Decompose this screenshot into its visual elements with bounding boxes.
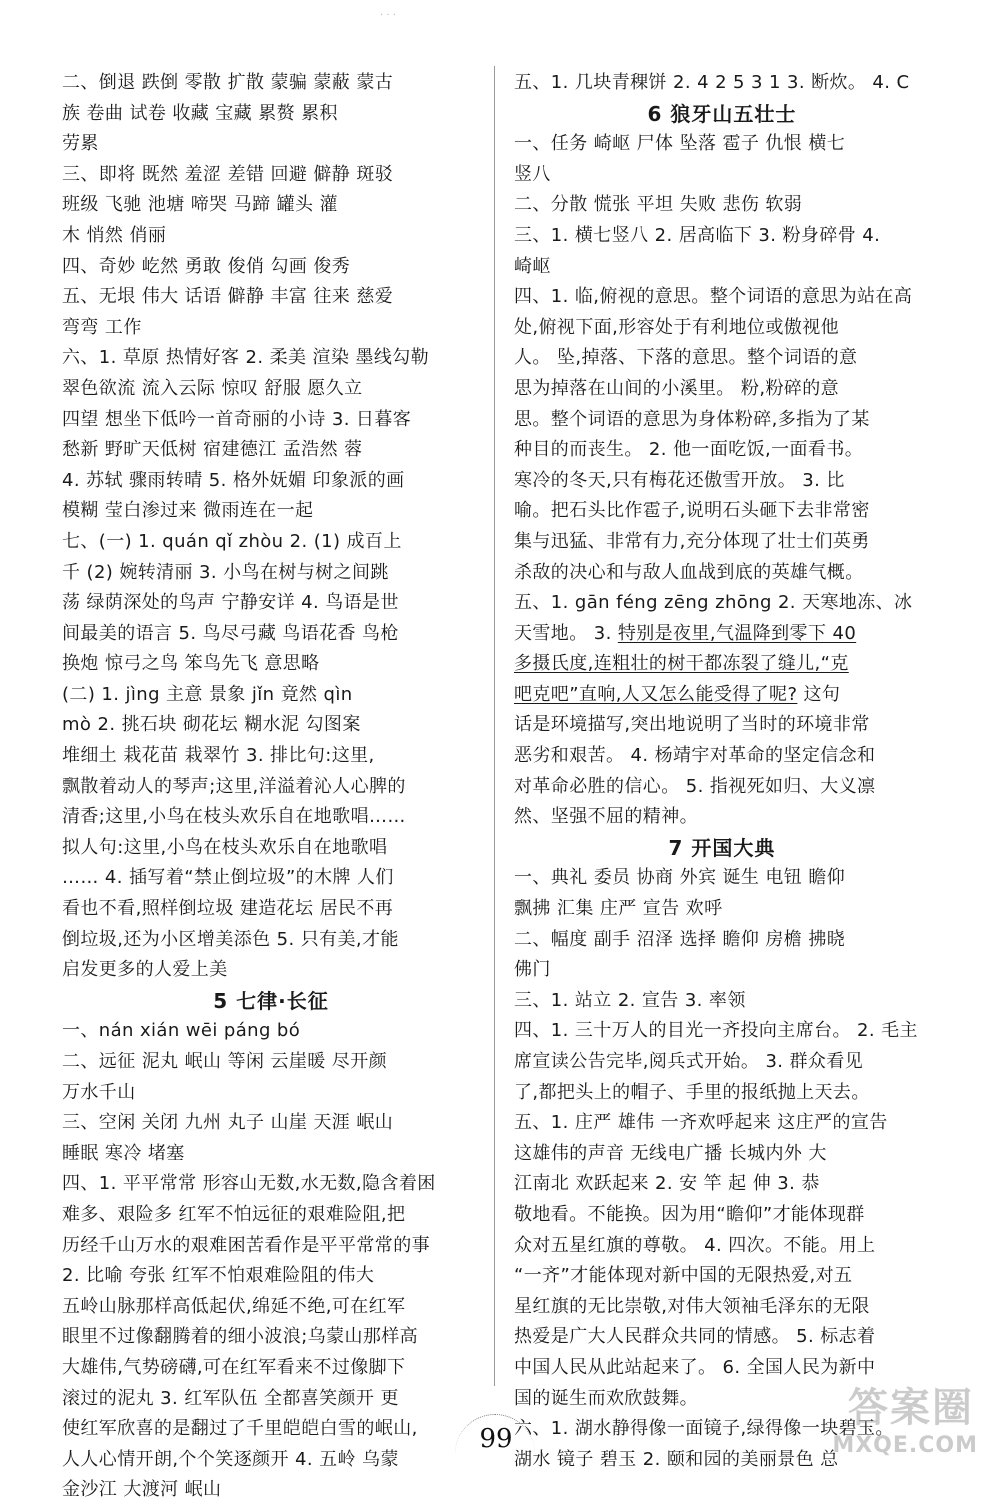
answer-line: 一、nán xián wēi páng bó [62,1020,301,1042]
answer-line: 四、1. 三十万人的目光一齐投向主席台。 2. 毛主 [514,1020,918,1042]
answer-line: 看也不看,照样倒垃圾 建造花坛 居民不再 [62,898,394,920]
answer-line: 七、(一) 1. quán qǐ zhòu 2. (1) 成百上 [62,530,402,552]
answer-line: 2. 比喻 夸张 红军不怕艰难险阻的伟大 [62,1265,375,1287]
answer-line: 然、坚强不屈的精神。 [514,806,698,828]
answer-line: 二、分散 慌张 平坦 失败 悲伤 软弱 [514,194,803,216]
watermark [778,1372,988,1462]
left-answers-part2 [62,1016,480,1506]
answer-line: 席宣读公告完毕,阅兵式开始。 3. 群众看见 [514,1051,864,1072]
answer-line: 人。 坠,掉落、下落的意思。整个词语的意 [514,347,858,369]
answer-line: 滚过的泥丸 3. 红军队伍 全都喜笑颜开 更 [62,1387,399,1409]
answer-line: 集与迅猛、非常有力,充分体现了壮士们英勇 [514,530,870,552]
answer-line: mò 2. 挑石块 砌花坛 糊水泥 勾图案 [62,714,361,736]
answer-line: 五、无垠 伟大 话语 僻静 丰富 往来 慈爱 [62,286,394,308]
answer-line: 劳累 [62,133,99,155]
answer-line-underlined [514,680,930,711]
answer-line: 对革命必胜的信心。 5. 指视死如归、大义凛 [514,775,876,797]
answer-line: 二、远征 泥丸 岷山 等闲 云崖暖 尽开颜 [62,1051,388,1072]
answer-line: 荡 绿荫深处的鸟声 宁静安详 4. 鸟语是世 [62,592,399,614]
answer-line: 难多、艰险多 红军不怕远征的艰难险阻,把 [62,1203,406,1225]
answer-line: 思。整个词语的意思为身体粉碎,多指为了某 [514,408,870,430]
answer-line: (二) 1. jìng 主意 景象 jǐn 竟然 qìn [62,683,353,705]
underlined-sentence: 吧克吧”直响,人又怎么能受得了呢? [514,683,798,705]
underlined-sentence: 多摄氏度,连粗壮的树干都冻裂了缝儿,“克 [514,653,849,675]
answer-line: 木 悄然 俏丽 [62,224,167,246]
answer-line: 恶劣和艰苦。 4. 杨靖宇对革命的坚定信念和 [514,745,876,767]
answer-line: 崎岖 [514,255,551,277]
watermark-logo: 答案圈 [848,1385,974,1431]
answer-line: 敬地看。不能换。因为用“瞻仰”才能体现群 [514,1203,865,1225]
answer-line: 杀敌的决心和与敌人血战到底的英雄气概。 [514,561,864,583]
answer-line: 佛门 [514,959,551,981]
right-column [514,68,930,1475]
answer-line: 换炮 惊弓之鸟 笨鸟先飞 意思略 [62,653,320,675]
answer-line: 万水千山 [62,1081,136,1103]
answer-line: 大雄伟,气势磅礴,可在红军看来不过像脚下 [62,1356,406,1378]
answer-line: 族 卷曲 试卷 收藏 宝藏 累赘 累积 [62,102,338,124]
answer-line: 班级 飞驰 池塘 啼哭 马蹄 罐头 灌 [62,194,338,216]
answer-line-underlined [514,649,930,680]
answer-line: 五、1. gān féng zēng zhōng 2. 天寒地冻、冰 [514,592,913,614]
answer-line: 中国人民从此站起来了。 6. 全国人民为新中 [514,1356,876,1378]
answer-line: 四、1. 临,俯视的意思。整个词语的意思为站在高 [514,286,913,308]
section-heading-6: 6 狼牙山五壮士 [647,101,797,126]
answer-line: 这雄伟的声音 无线电广播 长城内外 大 [514,1142,827,1164]
answer-line: 弯弯 工作 [62,316,142,338]
answer-line: 愁新 野旷天低树 宿建德江 孟浩然 蓉 [62,439,363,461]
answer-line: 国的诞生而欢欣鼓舞。 [514,1387,698,1409]
answer-line: 四、1. 平平常常 形容山无数,水无数,隐含着困 [62,1173,436,1195]
answer-line: 处,俯视下面,形容处于有利地位或傲视他 [514,316,840,338]
answer-line: 四望 想坐下低吟一首奇丽的小诗 3. 日暮客 [62,408,412,430]
answer-line: 金沙江 大渡河 岷山 [62,1479,222,1501]
column-divider [494,66,495,1386]
answer-line: 了,都把头上的帽子、手里的报纸抛上天去。 [514,1081,870,1103]
answer-line: 五岭山脉那样高低起伏,绵延不绝,可在红军 [62,1295,406,1317]
answer-line: 飘拂 汇集 庄严 宣告 欢呼 [514,898,723,920]
answer-line: 三、1. 横七竖八 2. 居高临下 3. 粉身碎骨 4. [514,224,881,246]
answer-line: 五、1. 几块青稞饼 2. 4 2 5 3 1 3. 断炊。 4. C [514,72,910,93]
page-number: 99 [479,1424,513,1454]
answer-line: 三、空闲 关闭 九州 丸子 山崖 天涯 岷山 [62,1112,394,1134]
answer-line: 一、典礼 委员 协商 外宾 诞生 电钮 瞻仰 [514,867,846,889]
answer-line: 江南北 欢跃起来 2. 安 竿 起 伸 3. 恭 [514,1173,820,1195]
answer-line: 堆细土 栽花苗 栽翠竹 3. 排比句:这里, [62,745,375,767]
scan-mark: · · · [380,10,396,21]
right-answers-lesson6-part1 [514,129,930,619]
answer-line: 星红旗的无比崇敬,对伟大领袖毛泽东的无限 [514,1295,870,1317]
answer-line: 三、即将 既然 羞涩 差错 回避 僻静 斑驳 [62,163,394,185]
answer-line: 使红军欣喜的是翻过了千里皑皑白雪的岷山, [62,1418,418,1440]
answer-line: 4. 苏轼 骤雨转晴 5. 格外妩媚 印象派的画 [62,469,405,491]
answer-line: 启发更多的人爱上美 [62,959,228,981]
answer-line: 寒冷的冬天,只有梅花还傲雪开放。 3. 比 [514,469,845,491]
answer-text: 天雪地。 3. [514,622,618,644]
right-answers-lesson5-tail [514,68,930,99]
answer-line: 三、1. 站立 2. 宣告 3. 率领 [514,989,746,1011]
answer-line: 模糊 莹白渗过来 微雨连在一起 [62,500,314,522]
answer-line: 睡眠 寒冷 堵塞 [62,1142,185,1164]
section-heading-5: 5 七律·长征 [213,988,329,1013]
answer-line: 湖水 镜子 碧玉 2. 颐和园的美丽景色 总 [514,1448,839,1470]
answer-line: …… 4. 插写着“禁止倒垃圾”的木牌 人们 [62,867,394,889]
answer-line: 倒垃圾,还为小区增美添色 5. 只有美,才能 [62,928,399,950]
answer-line: 二、幅度 副手 沼泽 选择 瞻仰 房檐 拂晓 [514,928,846,950]
answer-line: 历经千山万水的艰难困苦看作是平平常常的事 [62,1234,430,1256]
answer-line: 喻。把石头比作雹子,说明石头砸下去非常密 [514,500,870,522]
answer-line: 竖八 [514,163,551,185]
answer-line-underlined [514,619,930,650]
answer-line: 翠色欲流 流入云际 惊叹 舒服 愿久立 [62,377,363,399]
answer-line: “一齐”才能体现对新中国的无限热爱,对五 [514,1265,853,1287]
answer-line: 四、奇妙 屹然 勇敢 俊俏 勾画 俊秀 [62,255,351,277]
answer-line: 种目的而丧生。 2. 他一面吃饭,一面看书。 [514,439,864,461]
answer-line: 六、1. 草原 热情好客 2. 柔美 渲染 墨线勾勒 [62,347,430,369]
section-heading-7: 7 开国大典 [668,835,776,860]
answer-line: 拟人句:这里,小鸟在枝头欢乐自在地歌唱 [62,836,388,858]
answer-line: 思为掉落在山间的小溪里。 粉,粉碎的意 [514,377,840,399]
answer-line: 清香;这里,小鸟在枝头欢乐自在地歌唱…… [62,806,406,828]
answer-line: 千 (2) 婉转清丽 3. 小鸟在树与树之间跳 [62,561,389,583]
answer-line: 间最美的语言 5. 鸟尽弓藏 鸟语花香 鸟枪 [62,622,399,644]
watermark-url: MXQE.COM [832,1433,978,1458]
answer-line: 热爱是广大人民群众共同的情感。 5. 标志着 [514,1326,876,1348]
left-answers-part1 [62,68,480,986]
right-answers-lesson6-part2 [514,710,930,832]
answer-text: 这句 [797,683,841,705]
answer-line: 众对五星红旗的尊敬。 4. 四次。不能。用上 [514,1234,876,1256]
answer-line: 五、1. 庄严 雄伟 一齐欢呼起来 这庄严的宣告 [514,1112,888,1134]
answer-line: 话是环境描写,突出地说明了当时的环境非常 [514,714,870,736]
answer-line: 眼里不过像翻腾着的细小波浪;乌蒙山那样高 [62,1326,419,1348]
answer-line: 飘散着动人的琴声;这里,洋溢着沁人心脾的 [62,775,406,797]
underlined-sentence: 特别是夜里,气温降到零下 40 [617,622,857,644]
left-column [62,68,480,1506]
answer-line: 六、1. 湖水静得像一面镜子,绿得像一块碧玉。 [514,1418,894,1440]
answer-line: 二、倒退 跌倒 零散 扩散 蒙骗 蒙蔽 蒙古 [62,72,394,93]
answer-line: 人人心情开朗,个个笑逐颜开 4. 五岭 乌蒙 [62,1448,399,1470]
answer-line: 一、任务 崎岖 尸体 坠落 雹子 仇恨 横七 [514,133,846,155]
